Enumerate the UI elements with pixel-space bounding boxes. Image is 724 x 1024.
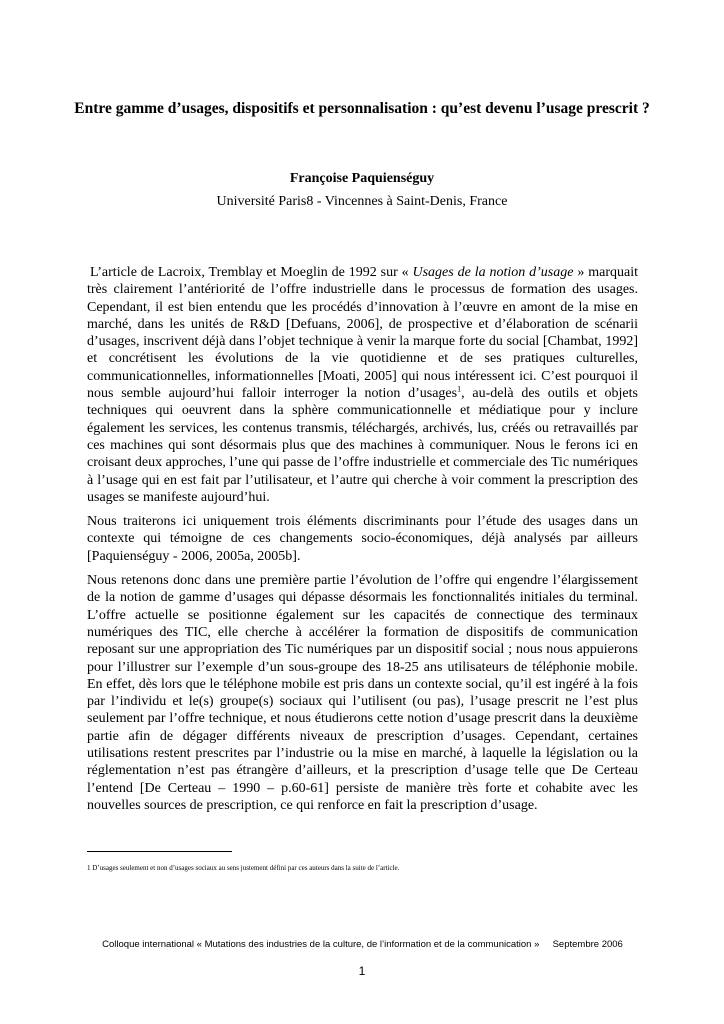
body-text	[87, 264, 638, 821]
footnote: 1 D’usages seulement et non d’usages sociaux au sens justement défini par ces auteurs dans la suite de l’article.	[87, 864, 400, 872]
footnote-divider	[87, 851, 232, 852]
page-number: 1	[358, 964, 366, 978]
footer-conference: Colloque international « Mutations des industries de la culture, de l’information et de la communication »	[102, 939, 540, 950]
paper-title: Entre gamme d’usages, dispositifs et personnalisation : qu’est devenu l’usage prescrit ?	[74, 100, 650, 117]
paragraph-1-part-c: , au-delà des outils et objets techniques qui oeuvrent dans la sphère communicationnelle et médiatique pour y inclure également les services, les contenus transmis, téléchargés, archivés, lus, créés ou retravaillés par ces machines qui sont désormais plus que des machines à communiquer. Nous le ferons ici en croisant deux approches, l’une qui passe de l’offre industrielle et commerciale des Tic numériques à l’usage qui en est fait par l’utilisateur, et l’autre qui cherche à voir comment la prescription des usages se manifeste aujourd’hui.	[87, 386, 638, 505]
page-footer	[87, 939, 638, 951]
author-affiliation: Université Paris8 - Vincennes à Saint-Denis, France	[216, 194, 508, 209]
footer-date: Septembre 2006	[552, 939, 623, 950]
paragraph-1	[87, 264, 638, 506]
author-name: Françoise Paquienséguy	[289, 171, 435, 186]
paragraph-3: Nous retenons donc dans une première partie l’évolution de l’offre qui engendre l’élargissement de la notion de gamme d’usages qui dépasse désormais les fonctionnalités initiales du terminal. L’offre actuelle se positionne également sur les capacités de connectique des terminaux numériques des TIC, elle cherche à accélérer la formation de dispositifs de communication reposant sur une appropriation des Tic numériques par un dispositif social ; nous nous appuierons pour l’illustrer sur l’exemple d’un sous-groupe des 18-25 ans utilisateurs de téléphonie mobile. En effet, dès lors que le téléphone mobile est pris dans un contexte social, qu’il est ingéré à la fois par l’individu et le(s) groupe(s) sociaux qui l’utilisent (ou pas), l’usage prescrit ne l’est plus seulement par l’offre technique, et nous étudierons cette notion d’usage prescrit dans la deuxième partie afin de dégager différents niveaux de prescription d’usages. Cependant, certaines utilisations restent prescrites par l’industrie ou la mise en marché, à laquelle la législation ou la réglementation n’est pas étrangère d’ailleurs, et la prescription d’usage telle que De Certeau l’entend [De Certeau – 1990 – p.60-61] persiste de manière très forte et cohabite avec les nouvelles sources de prescription, ce qui renforce en fait la prescription d’usage.	[87, 573, 638, 813]
paragraph-1-part-a: L’article de Lacroix, Tremblay et Moeglin de 1992 sur «	[90, 265, 413, 280]
footnote-ref: 1	[457, 384, 462, 394]
cited-article-title: Usages de la notion d’usage	[412, 265, 574, 280]
paragraph-1-part-b: » marquait très clairement l’antériorité de l’offre industrielle dans le processus de formation des usages. Cependant, il est bien entendu que les procédés d’innovation à l’œuvre en amont de la mise en marché, dans les unités de R&D [Defuans, 2006], de prospective et d’élaboration de scénarii d’usages, inscrivent déjà dans l’objet technique à venir la marque forte du social [Chambat, 1992] et concrétisent les évolutions de la vie quotidienne et de ses pratiques culturelles, communicationnelles, informationnelles [Moati, 2005] qui nous intéressent ici. C’est pourquoi il nous semble aujourd’hui falloir interroger la notion d’usages	[87, 265, 638, 402]
paragraph-2: Nous traiterons ici uniquement trois éléments discriminants pour l’étude des usages dans un contexte qui témoigne de ces changements socio-économiques, déjà analysés par ailleurs [Paquienséguy - 2006, 2005a, 2005b].	[87, 514, 638, 564]
